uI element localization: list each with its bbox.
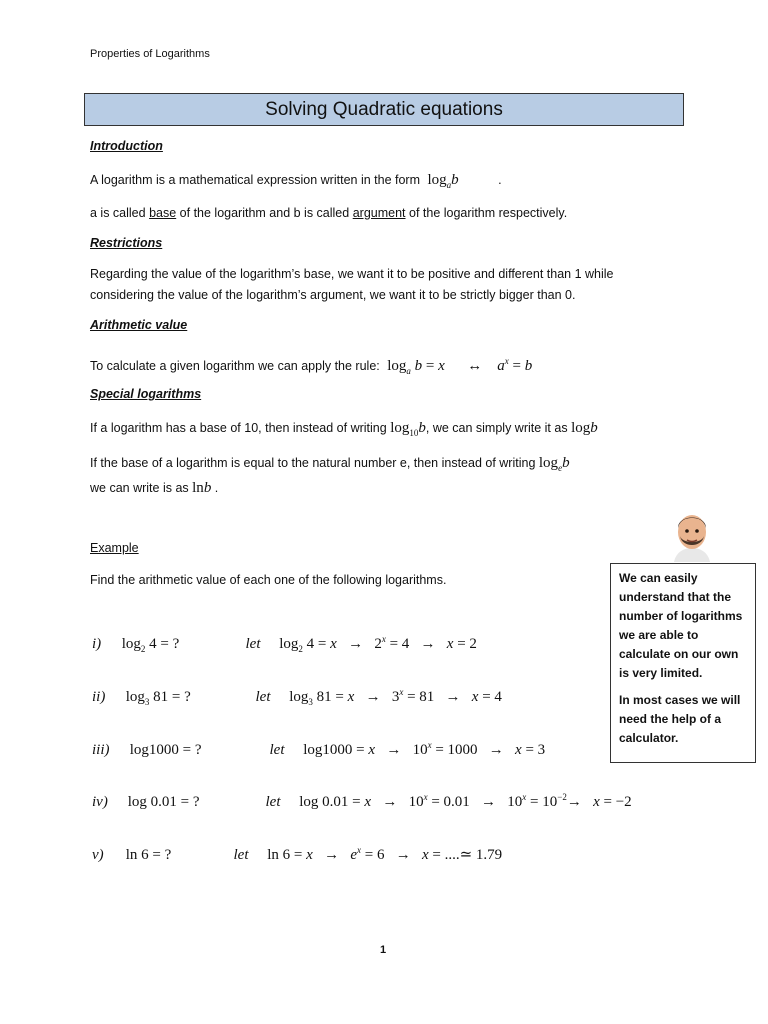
log10-b-formula: $\log_{10}b$ (390, 420, 426, 438)
special-line-1-a: If a logarithm has a base of 10, then instead of writing (90, 421, 387, 435)
intro-line-2-a: a is called (90, 206, 146, 220)
intro-line-2 (90, 203, 567, 224)
special-line-2-a: If the base of a logarithm is equal to the natural number e, then instead of writing (90, 456, 536, 470)
memoji-avatar-icon (668, 506, 716, 562)
example-row-1: i) $\log_2 4$ = ? let $\log_2 4 = x \to 2^x = 4 \to x = 2$ (92, 634, 477, 654)
intro-line-2-c: of the logarithm respectively. (409, 206, 568, 220)
arithmetic-text: To calculate a given logarithm we can apply the rule: (90, 359, 380, 373)
base-term: base (149, 206, 177, 220)
special-line-1-b: , we can simply write it as (425, 421, 568, 435)
loge-b-formula: $\log_eb$ (538, 455, 570, 473)
callout-box (610, 563, 756, 763)
special-line-3-a: we can write is as (90, 481, 189, 495)
callout-paragraph-1: We can easily understand that the number of logarithms we are able to calculate on our own is very limited. (619, 571, 743, 680)
callout-paragraph-2: In most cases we will need the help of a calculator. (619, 693, 741, 745)
example-row-5: v) ln 6 = ? let $\ln 6 = x \to e^x = 6 \to x$ = ....≃ 1.79 (92, 845, 503, 863)
restrictions-line-2: considering the value of the logarithm’s argument, we want it to be strictly bigger than 0. (90, 288, 576, 302)
ln-b-formula: lnb (192, 480, 212, 496)
page-title: Solving Quadratic equations (84, 93, 684, 126)
intro-line-1 (90, 170, 502, 196)
avatar (668, 506, 716, 562)
example-row-3: iii) log1000 = ? let $\log 1000 = x \to 10^x = 1000 \to x = 3$ (92, 740, 546, 758)
restrictions-heading: Restrictions (90, 236, 163, 250)
example-row-4: iv) log 0.01 = ? let $\log 0.01 = x \to 10^x = 0.01 \to 10^x = 10^{-2}\to x = -2$ (92, 792, 632, 810)
running-header: Properties of Logarithms (90, 48, 210, 60)
arithmetic-line (90, 351, 532, 382)
log-a-b-formula: $\log_ab$ (427, 172, 459, 190)
intro-line-2-b: of the logarithm and b is called (179, 206, 350, 220)
example-heading: Example (90, 541, 139, 555)
special-heading: Special logarithms (90, 387, 202, 401)
argument-term: argument (352, 206, 406, 220)
page-number: 1 (380, 944, 387, 956)
special-line-3: we can write is as lnb . (90, 480, 219, 496)
example-row-2: ii) $\log_3 81$ = ? let $\log_3 81 = x \to 3^x = 81 \to x = 4$ (92, 687, 502, 707)
special-line-2 (90, 453, 570, 479)
log-b-formula: logb (571, 420, 598, 436)
introduction-heading: Introduction (90, 139, 163, 153)
log-rule-formula: $\log_a b = x$ ↔ $a^x = b$ (387, 356, 533, 376)
intro-line-1-text: A logarithm is a mathematical expression written in the form (90, 173, 420, 187)
arithmetic-heading: Arithmetic value (90, 318, 188, 332)
intro-line-1-period: . (498, 173, 502, 187)
example-prompt: Find the arithmetic value of each one of the following logarithms. (90, 573, 447, 587)
special-line-1 (90, 418, 598, 444)
restrictions-line-1: Regarding the value of the logarithm’s base, we want it to be positive and different than 1 while (90, 267, 614, 281)
